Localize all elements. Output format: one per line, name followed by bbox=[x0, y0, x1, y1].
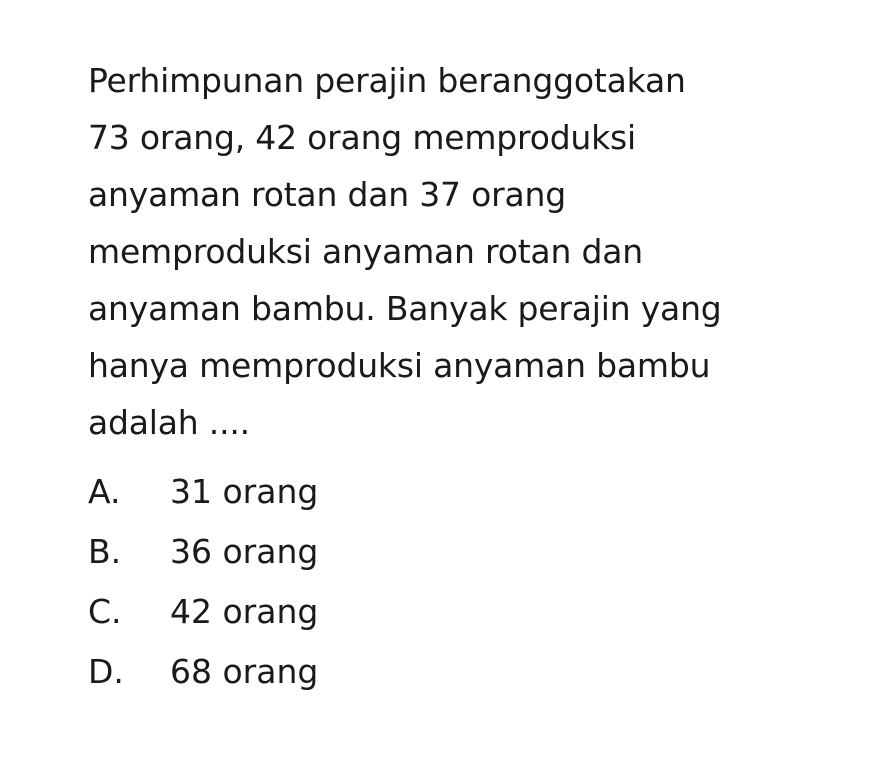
question-line: Perhimpunan perajin beranggotakan bbox=[88, 61, 686, 100]
option-letter: C. bbox=[88, 592, 122, 631]
option-d[interactable] bbox=[88, 642, 588, 702]
question-line: anyaman rotan dan 37 orang bbox=[88, 175, 566, 214]
option-letter: B. bbox=[88, 532, 122, 571]
question-line: anyaman bambu. Banyak perajin yang bbox=[88, 289, 722, 328]
question-line: memproduksi anyaman rotan dan bbox=[88, 232, 643, 271]
option-text: 36 orang bbox=[170, 532, 319, 571]
option-text: 42 orang bbox=[170, 592, 319, 631]
option-text: 31 orang bbox=[170, 472, 319, 511]
option-letter: A. bbox=[88, 472, 121, 511]
question-line: adalah .... bbox=[88, 403, 250, 442]
answer-options bbox=[88, 462, 588, 702]
option-text: 68 orang bbox=[170, 652, 319, 691]
question-line: 73 orang, 42 orang memproduksi bbox=[88, 118, 637, 157]
option-b[interactable] bbox=[88, 522, 588, 582]
question-line: hanya memproduksi anyaman bambu bbox=[88, 346, 711, 385]
option-c[interactable] bbox=[88, 582, 588, 642]
question-text bbox=[88, 52, 808, 451]
option-letter: D. bbox=[88, 652, 124, 691]
option-a[interactable] bbox=[88, 462, 588, 522]
